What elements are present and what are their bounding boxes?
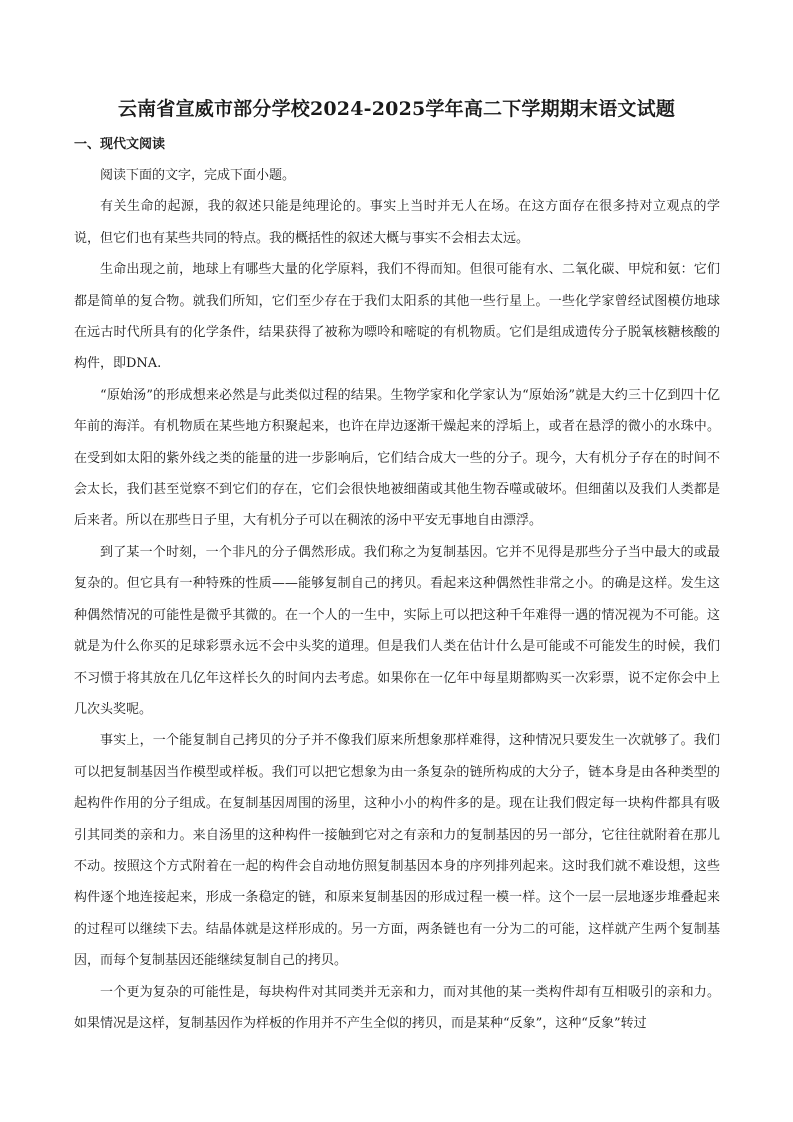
reading-passage <box>74 160 720 1039</box>
paragraph: 有关生命的起源，我的叙述只能是纯理论的。事实上当时并无人在场。在这方面存在很多持对立观点的学说，但它们也有某些共同的特点。我的概括性的叙述大概与事实不会相去太远。 <box>74 199 720 246</box>
section-heading: 一、现代文阅读 <box>74 137 166 152</box>
paragraph: 到了某一个时刻，一个非凡的分子偶然形成。我们称之为复制基因。它并不见得是那些分子当中最大的或最复杂的。但它具有一种特殊的性质——能够复制自己的拷贝。看起来这种偶然性非常之小。的确是这样。发生这种偶然情况的可能性是微乎其微的。在一个人的一生中，实际上可以把这种千年难得一遇的情况视为不可能。这就是为什么你买的足球彩票永远不会中头奖的道理。但是我们人类在估计什么是可能或不可能发生的时候，我们不习惯于将其放在几亿年这样长久的时间内去考虑。如果你在一亿年中每星期都购买一次彩票，说不定你会中上几次头奖呢。 <box>74 544 720 717</box>
page-title: 云南省宣威市部分学校2024-2025学年高二下学期期末语文试题 <box>117 98 676 120</box>
paragraph: 生命出现之前，地球上有哪些大量的化学原料，我们不得而知。但很可能有水、二氧化碳、甲烷和氨：它们都是简单的复合物。就我们所知，它们至少存在于我们太阳系的其他一些行星上。一些化学家曾经试图模仿地球在远古时代所具有的化学条件，结果获得了被称为嘌呤和嘧啶的有机物质。它们是组成遗传分子脱氧核糖核酸的构件，即DNA. <box>74 262 720 372</box>
paragraph: 事实上，一个能复制自己拷贝的分子并不像我们原来所想象那样难得，这种情况只要发生一次就够了。我们可以把复制基因当作模型或样板。我们可以把它想象为由一条复杂的链所构成的大分子，链本身是由各种类型的起构件作用的分子组成。在复制基因周围的汤里，这种小小的构件多的是。现在让我们假定每一块构件都具有吸引其同类的亲和力。来自汤里的这种构件一接触到它对之有亲和力的复制基因的另一部分，它往往就附着在那儿不动。按照这个方式附着在一起的构件会自动地仿照复制基因本身的序列排列起来。这时我们就不难设想，这些构件逐个地连接起来，形成一条稳定的链，和原来复制基因的形成过程一模一样。这个一层一层地逐步堆叠起来的过程可以继续下去。结晶体就是这样形成的。另一方面，两条链也有一分为二的可能，这样就产生两个复制基因，而每个复制基因还能继续复制自己的拷贝。 <box>74 733 720 969</box>
instruction-text: 阅读下面的文字，完成下面小题。 <box>100 168 296 183</box>
paragraph: 一个更为复杂的可能性是，每块构件对其同类并无亲和力，而对其他的某一类构件却有互相吸引的亲和力。如果情况是这样，复制基因作为样板的作用并不产生全似的拷贝，而是某种“反象”，这种“反象”转过 <box>74 984 720 1031</box>
paragraph: “原始汤”的形成想来必然是与此类似过程的结果。生物学家和化学家认为“原始汤”就是大约三十亿到四十亿年前的海洋。有机物质在某些地方积聚起来，也许在岸边逐渐干燥起来的浮垢上，或者在悬浮的微小的水珠中。在受到如太阳的紫外线之类的能量的进一步影响后，它们结合成大一些的分子。现今，大有机分子存在的时间不会太长，我们甚至觉察不到它们的存在，它们会很快地被细菌或其他生物吞噬或破坏。但细菌以及我们人类都是后来者。所以在那些日子里，大有机分子可以在稠浓的汤中平安无事地自由漂浮。 <box>74 387 720 529</box>
